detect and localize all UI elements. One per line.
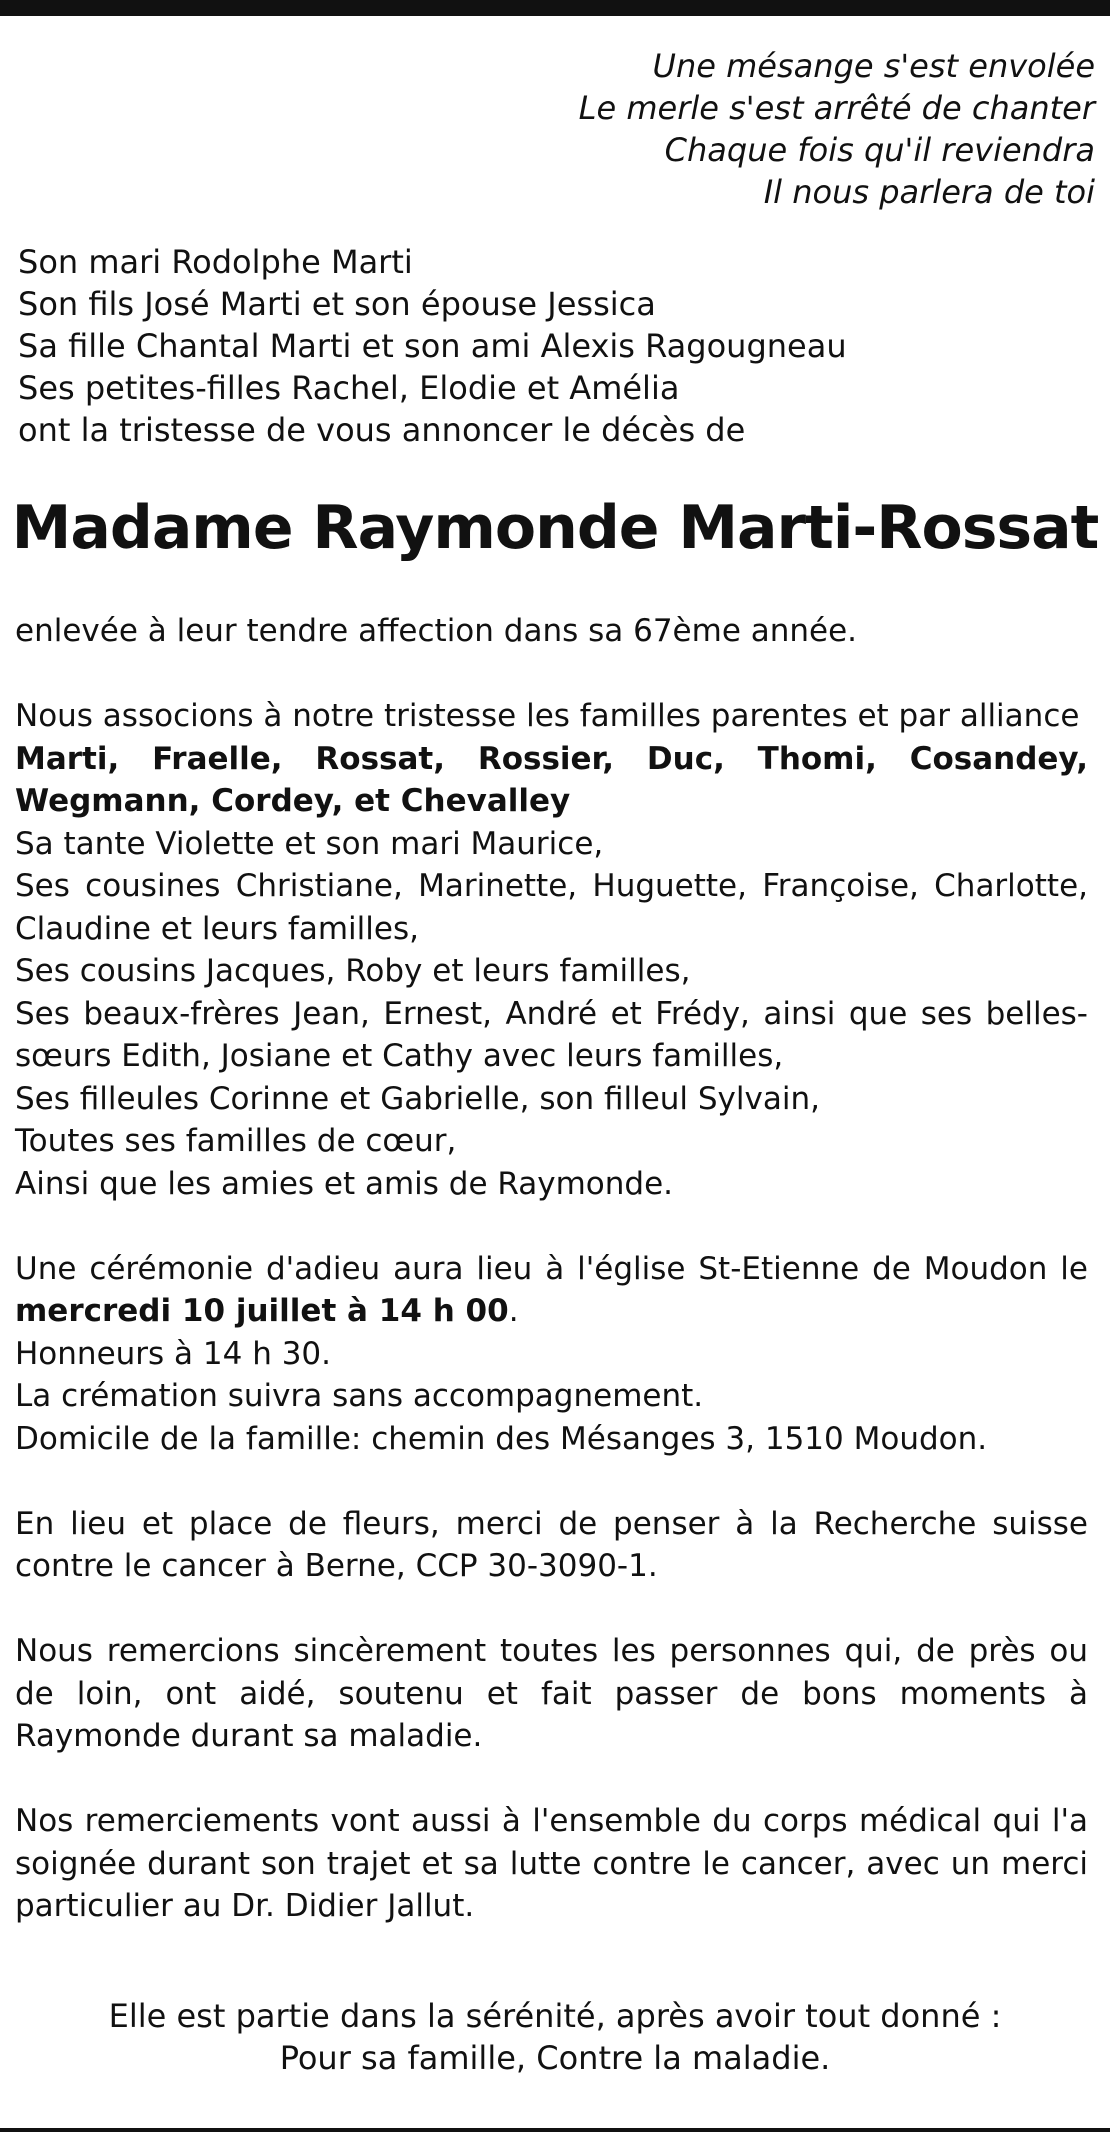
top-border-rule	[0, 0, 1110, 16]
poem-line: Il nous parlera de toi	[763, 173, 1095, 211]
family-line: Son mari Rodolphe Marti	[18, 243, 413, 281]
bottom-border-rule	[0, 2128, 1110, 2132]
domicile-line: Domicile de la famille: chemin des Mésanges 3, 1510 Moudon.	[15, 1420, 988, 1457]
closing-line: Elle est partie dans la sérénité, après avoir tout donné :	[108, 1997, 1002, 2035]
family-line: Sa fille Chantal Marti et son ami Alexis Ragougneau	[18, 327, 847, 365]
age-line: enlevée à leur tendre affection dans sa 67ème année.	[15, 613, 858, 649]
in-laws-line: Ses beaux-frères Jean, Ernest, André et Frédy, ainsi que ses belles-sœurs Edith, Josiane et Cathy avec leurs familles,	[15, 995, 1088, 1074]
cousines-line: Ses cousines Christiane, Marinette, Huguette, Françoise, Charlotte, Claudine et leurs familles,	[15, 868, 1088, 947]
notice-body	[15, 610, 1088, 1970]
family-line: ont la tristesse de vous annoncer le décès de	[18, 411, 746, 449]
ceremony-intro: Une cérémonie d'adieu aura lieu à l'église St-Etienne de Moudon le	[15, 1250, 1088, 1287]
closing-line: Pour sa famille, Contre la maladie.	[279, 2039, 831, 2077]
medical-thanks-paragraph: Nos remerciements vont aussi à l'ensemble du corps médical qui l'a soignée durant son trajet et sa lutte contre le cancer, avec un merci particulier au Dr. Didier Jallut.	[15, 1803, 1088, 1924]
ceremony-date: mercredi 10 juillet à 14 h 00	[15, 1293, 509, 1329]
family-line: Ses petites-filles Rachel, Elodie et Amélia	[18, 369, 680, 407]
godchildren-line: Ses filleules Corinne et Gabrielle, son filleul Sylvain,	[15, 1080, 820, 1117]
flowers-paragraph: En lieu et place de fleurs, merci de penser à la Recherche suisse contre le cancer à Berne, CCP 30-3090-1.	[15, 1505, 1088, 1584]
associated-families: Marti, Fraelle, Rossat, Rossier, Duc, Thomi, Cosandey, Wegmann, Cordey, et Chevalley	[15, 740, 1088, 819]
family-line: Son fils José Marti et son épouse Jessica	[18, 285, 656, 323]
friends-line: Ainsi que les amies et amis de Raymonde.	[15, 1165, 674, 1202]
poem-line: Le merle s'est arrêté de chanter	[578, 89, 1095, 127]
cousins-line: Ses cousins Jacques, Roby et leurs familles,	[15, 953, 691, 989]
associates-intro: Nous associons à notre tristesse les familles parentes et par alliance	[15, 698, 1080, 734]
poem-line: Chaque fois qu'il reviendra	[664, 131, 1095, 169]
associates-paragraph	[15, 695, 1088, 1205]
cremation-line: La crémation suivra sans accompagnement.	[15, 1378, 704, 1414]
thanks-paragraph: Nous remercions sincèrement toutes les personnes qui, de près ou de loin, ont aidé, soutenu et fait passer de bons moments à Raymonde durant sa maladie.	[15, 1633, 1088, 1754]
honours-line: Honneurs à 14 h 30.	[15, 1335, 331, 1372]
ceremony-paragraph	[15, 1248, 1088, 1461]
opening-poem	[579, 45, 1095, 213]
heart-family-line: Toutes ses familles de cœur,	[15, 1123, 457, 1159]
aunt-line: Sa tante Violette et son mari Maurice,	[15, 825, 604, 862]
ceremony-date-suffix: .	[508, 1293, 519, 1329]
poem-line: Une mésange s'est envolée	[652, 47, 1095, 85]
family-announcement	[18, 241, 847, 451]
closing-words	[0, 1995, 1110, 2079]
deceased-name: Madame Raymonde Marti-Rossat	[11, 493, 1099, 563]
